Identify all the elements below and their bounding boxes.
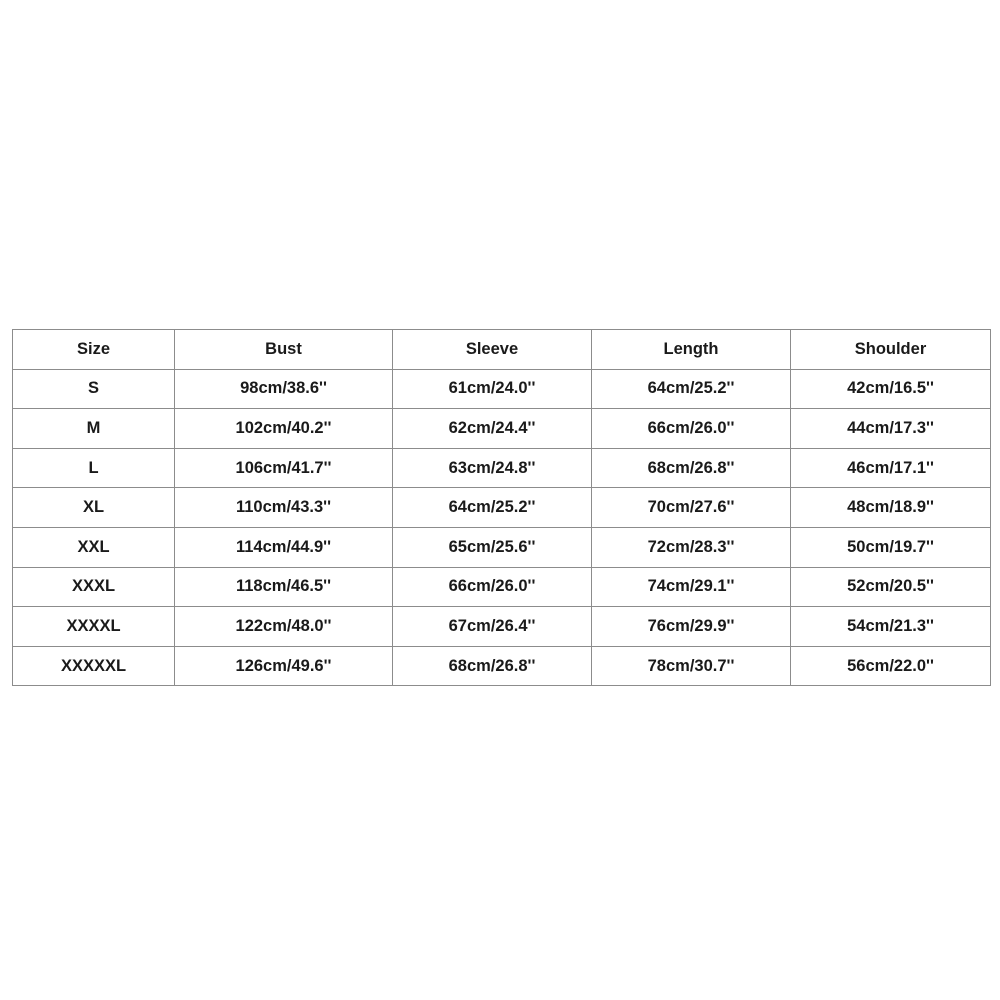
header-length: Length [592,330,791,370]
cell-sleeve: 62cm/24.4'' [393,409,592,449]
cell-shoulder: 46cm/17.1'' [791,448,991,488]
cell-size: XXL [13,527,175,567]
cell-shoulder: 50cm/19.7'' [791,527,991,567]
table-row [13,607,991,647]
cell-bust: 114cm/44.9'' [175,527,393,567]
table-row [13,488,991,528]
cell-length: 76cm/29.9'' [592,607,791,647]
header-row [13,330,991,370]
header-sleeve: Sleeve [393,330,592,370]
cell-size: S [13,369,175,409]
cell-sleeve: 68cm/26.8'' [393,646,592,686]
table-row [13,527,991,567]
cell-shoulder: 44cm/17.3'' [791,409,991,449]
table-row [13,567,991,607]
cell-sleeve: 61cm/24.0'' [393,369,592,409]
cell-bust: 122cm/48.0'' [175,607,393,647]
cell-sleeve: 67cm/26.4'' [393,607,592,647]
cell-bust: 106cm/41.7'' [175,448,393,488]
table-row [13,646,991,686]
size-chart-table [12,329,991,686]
cell-bust: 102cm/40.2'' [175,409,393,449]
cell-length: 72cm/28.3'' [592,527,791,567]
cell-bust: 126cm/49.6'' [175,646,393,686]
cell-sleeve: 64cm/25.2'' [393,488,592,528]
cell-length: 64cm/25.2'' [592,369,791,409]
cell-shoulder: 48cm/18.9'' [791,488,991,528]
cell-size: XL [13,488,175,528]
cell-shoulder: 56cm/22.0'' [791,646,991,686]
cell-shoulder: 52cm/20.5'' [791,567,991,607]
header-size: Size [13,330,175,370]
cell-sleeve: 66cm/26.0'' [393,567,592,607]
cell-length: 66cm/26.0'' [592,409,791,449]
cell-shoulder: 42cm/16.5'' [791,369,991,409]
cell-bust: 118cm/46.5'' [175,567,393,607]
cell-length: 74cm/29.1'' [592,567,791,607]
cell-size: XXXL [13,567,175,607]
cell-length: 78cm/30.7'' [592,646,791,686]
cell-size: M [13,409,175,449]
cell-length: 70cm/27.6'' [592,488,791,528]
table-row [13,369,991,409]
cell-size: L [13,448,175,488]
table-row [13,409,991,449]
cell-length: 68cm/26.8'' [592,448,791,488]
cell-size: XXXXL [13,607,175,647]
cell-sleeve: 63cm/24.8'' [393,448,592,488]
header-bust: Bust [175,330,393,370]
cell-bust: 110cm/43.3'' [175,488,393,528]
cell-bust: 98cm/38.6'' [175,369,393,409]
header-shoulder: Shoulder [791,330,991,370]
cell-shoulder: 54cm/21.3'' [791,607,991,647]
cell-size: XXXXXL [13,646,175,686]
table-row [13,448,991,488]
cell-sleeve: 65cm/25.6'' [393,527,592,567]
